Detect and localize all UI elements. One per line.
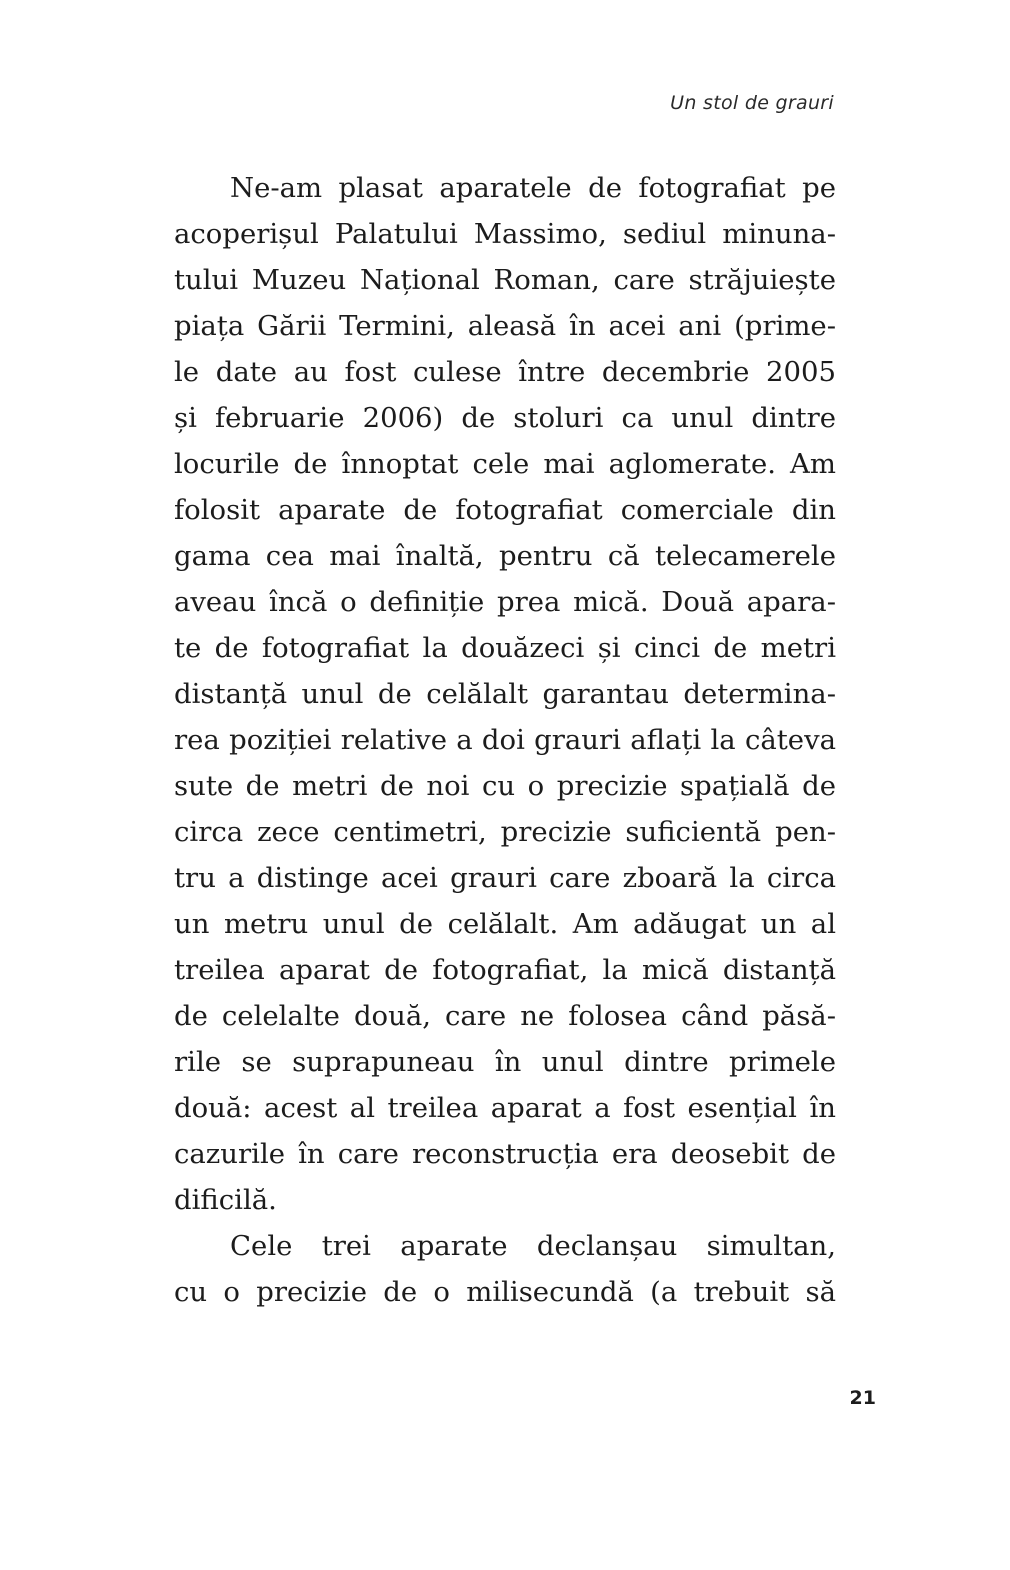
running-header: Un stol de grauri	[670, 92, 834, 114]
paragraph-1	[174, 165, 836, 1223]
text-line: folosit aparate de fotografiat comerciale din	[174, 494, 836, 526]
text-line: aveau încă o definiție prea mică. Două apara-	[174, 586, 836, 618]
text-line: cazurile în care reconstrucția era deosebit de	[174, 1138, 836, 1170]
text-line: circa zece centimetri, precizie suficientă pen-	[174, 816, 836, 848]
text-line: treilea aparat de fotografiat, la mică distanță	[174, 954, 836, 986]
text-line: două: acest al treilea aparat a fost esențial în	[174, 1092, 836, 1124]
text-line: Ne-am plasat aparatele de fotografiat pe	[230, 172, 836, 204]
page-number: 21	[849, 1387, 876, 1409]
text-line: un metru unul de celălalt. Am adăugat un al	[174, 908, 836, 940]
text-line: tru a distinge acei grauri care zboară la circa	[174, 862, 836, 894]
text-line: și februarie 2006) de stoluri ca unul dintre	[174, 402, 836, 434]
text-line: acoperișul Palatului Massimo, sediul minuna-	[174, 218, 836, 250]
text-line: tului Muzeu Național Roman, care străjuiește	[174, 264, 836, 296]
text-line: piața Gării Termini, aleasă în acei ani (prime-	[174, 310, 836, 342]
text-line: de celelalte două, care ne folosea când păsă-	[174, 1000, 836, 1032]
body-text	[174, 165, 836, 1315]
text-line: dificilă.	[174, 1184, 277, 1216]
text-line: Cele trei aparate declanșau simultan,	[230, 1230, 836, 1262]
text-line: sute de metri de noi cu o precizie spațială de	[174, 770, 836, 802]
text-line: cu o precizie de o milisecundă (a trebuit să	[174, 1276, 836, 1308]
text-line: locurile de înnoptat cele mai aglomerate. Am	[174, 448, 836, 480]
text-line: te de fotografiat la douăzeci și cinci de metri	[174, 632, 836, 664]
text-line: distanță unul de celălalt garantau determina-	[174, 678, 836, 710]
text-line: rea poziției relative a doi grauri aflați la câteva	[174, 724, 836, 756]
paragraph-2	[174, 1223, 836, 1315]
text-line: le date au fost culese între decembrie 2005	[174, 356, 836, 388]
text-line: gama cea mai înaltă, pentru că telecamerele	[174, 540, 836, 572]
text-line: rile se suprapuneau în unul dintre primele	[174, 1046, 836, 1078]
